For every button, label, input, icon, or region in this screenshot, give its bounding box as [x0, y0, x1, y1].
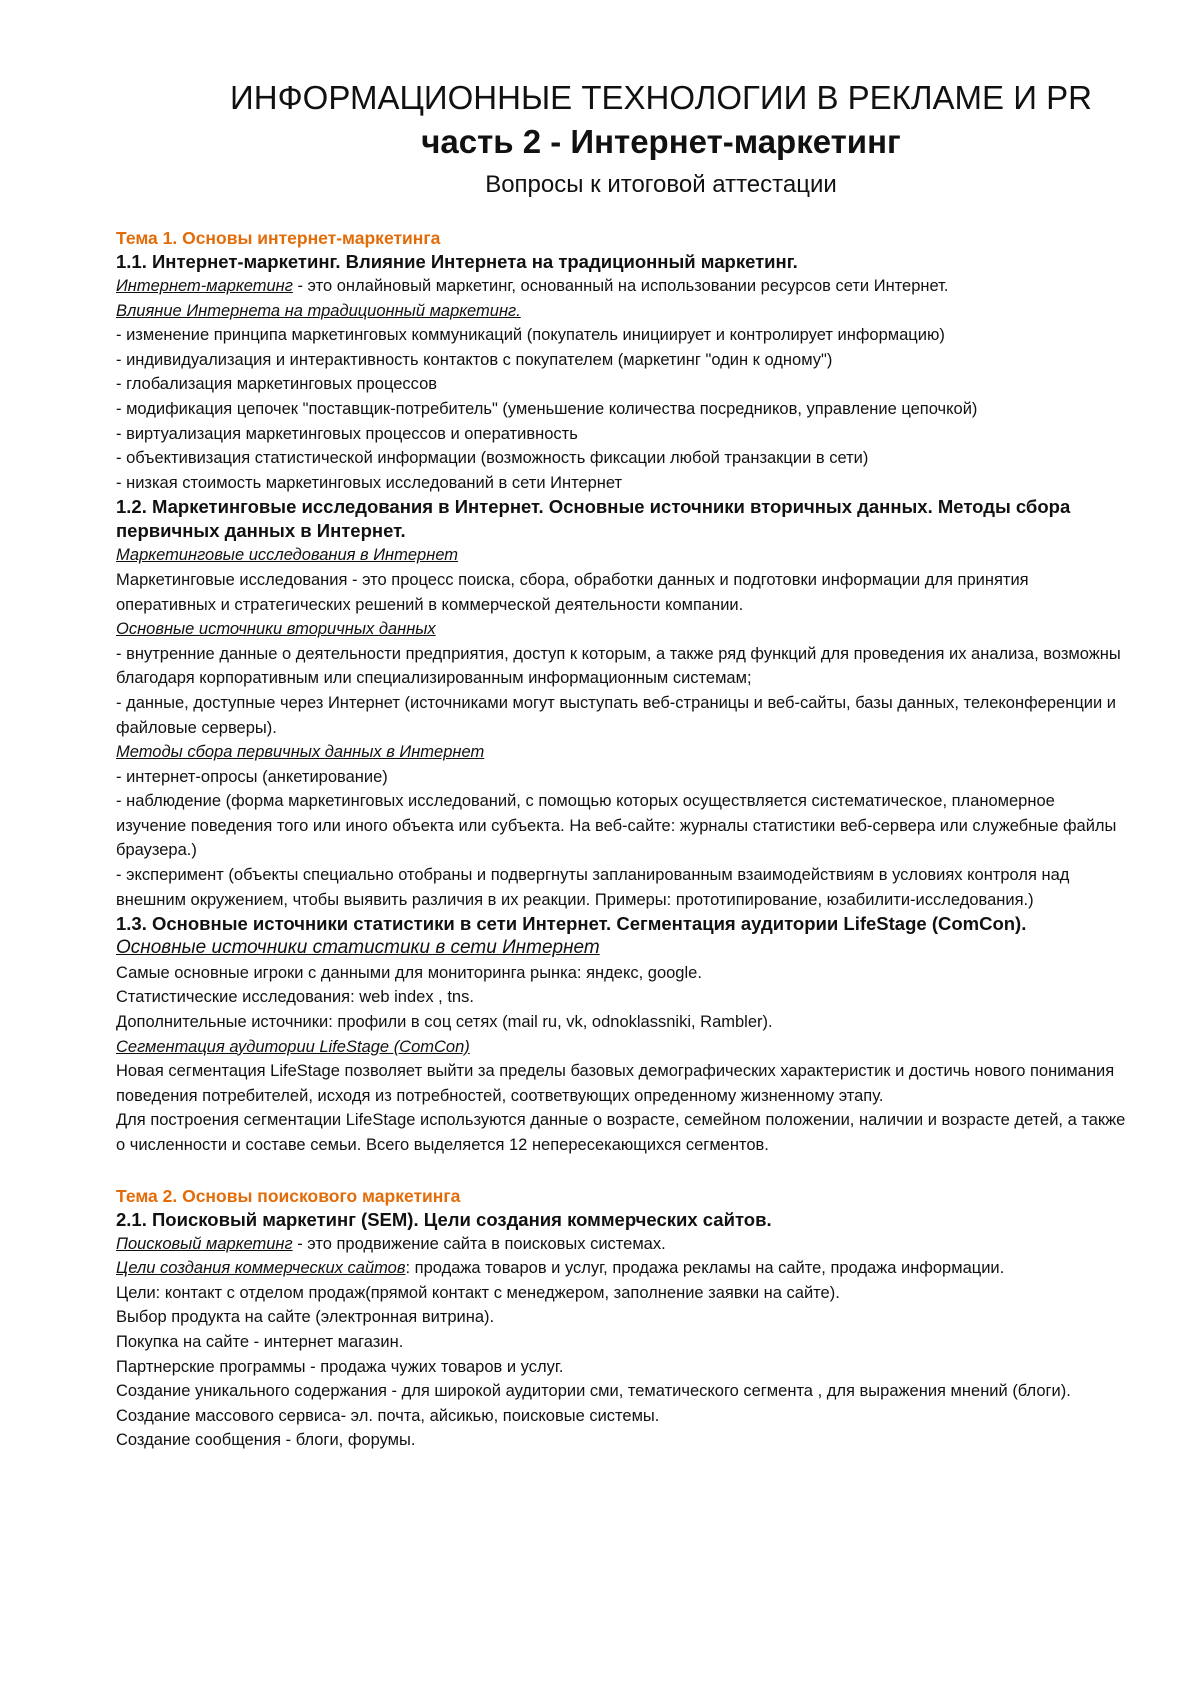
primary-method-item: - наблюдение (форма маркетинговых исследований, с помощью которых осуществляется систематическое, планомерное изучение поведения того или иного объекта или субъекта. На веб-сайте: журналы статистики веб-сервера или служебные файлы браузера.)	[116, 792, 1117, 860]
topic-1-heading: Тема 1. Основы интернет-маркетинга	[116, 228, 441, 248]
list-item: - объективизация статистической информации (возможность фиксации любой транзакции в сети)	[116, 449, 869, 468]
statistics-sources-subheading: Основные источники статистики в сети Интернет	[116, 937, 600, 959]
secondary-source-item: - внутренние данные о деятельности предприятия, доступ к которым, а также ряд функций для проведения их анализа, возможны благодаря корпоративным или специализированным информационным системам;	[116, 644, 1121, 688]
document-page	[116, 78, 1126, 1453]
definition-text: - это онлайновый маркетинг, основанный на использовании ресурсов сети Интернет.	[292, 277, 949, 295]
research-paragraph: Маркетинговые исследования - это процесс поиска, сбора, обработки данных и подготовки информации для принятия оперативных и стратегических решений в коммерческой деятельности компании.	[116, 570, 1029, 614]
document-subtitle: часть 2 - Интернет-маркетинг	[421, 123, 901, 160]
list-item: - изменение принципа маркетинговых коммуникаций (покупатель инициирует и контролирует информацию)	[116, 326, 945, 345]
goal-line: Создание сообщения - блоги, форумы.	[116, 1431, 416, 1450]
goal-line: Выбор продукта на сайте (электронная витрина).	[116, 1308, 495, 1327]
goals-text: : продажа товаров и услуг, продажа рекламы на сайте, продажа информации.	[405, 1259, 1005, 1278]
lifestage-paragraph: Для построения сегментации LifeStage используются данные о возрасте, семейном положении, наличии и возрасте детей, а также о численности и составе семьи. Всего выделяется 12 непересекающихся сегментов.	[116, 1111, 1126, 1154]
goal-line: Покупка на сайте - интернет магазин.	[116, 1332, 404, 1351]
secondary-source-item: - данные, доступные через Интернет (источниками могут выступать веб-страницы и веб-сайты, базы данных, телеконференции и файловые серверы).	[116, 693, 1116, 737]
question-1-3-heading: 1.3. Основные источники статистики в сети Интернет. Сегментация аудитории LifeStage (ComCon).	[116, 913, 1027, 935]
list-item: - индивидуализация и интерактивность контактов с покупателем (маркетинг "один к одному")	[116, 350, 833, 369]
list-item: - виртуализация маркетинговых процессов и оперативность	[116, 424, 578, 443]
primary-method-item: - интернет-опросы (анкетирование)	[116, 767, 388, 786]
statistics-paragraph: Дополнительные источники: профили в соц сетях (mail ru, vk, odnoklassniki, Rambler).	[116, 1013, 773, 1032]
list-item: - низкая стоимость маркетинговых исследований в сети Интернет	[116, 473, 623, 492]
statistics-paragraph: Самые основные игроки с данными для мониторинга рынка: яндекс, google.	[116, 963, 702, 982]
list-item: - модификация цепочек "поставщик-потребитель" (уменьшение количества посредников, управление цепочкой)	[116, 399, 978, 418]
goal-line: Создание массового сервиса- эл. почта, айсикью, поисковые системы.	[116, 1406, 660, 1425]
research-subheading: Маркетинговые исследования в Интернет	[116, 546, 459, 565]
search-marketing-definition	[116, 1232, 1126, 1257]
document-title: ИНФОРМАЦИОННЫЕ ТЕХНОЛОГИИ В РЕКЛАМЕ И PR	[230, 79, 1092, 116]
definition-term: Интернет-маркетинг	[116, 277, 293, 295]
lifestage-subheading: Сегментация аудитории LifeStage (ComCon)	[116, 1037, 470, 1056]
goal-line: Создание уникального содержания - для широкой аудитории сми, тематического сегмента , для выражения мнений (блоги).	[116, 1382, 1071, 1401]
question-2-1-heading: 2.1. Поисковый маркетинг (SEM). Цели создания коммерческих сайтов.	[116, 1208, 772, 1230]
definition-text: - это продвижение сайта в поисковых системах.	[292, 1234, 666, 1253]
lifestage-paragraph: Новая сегментация LifeStage позволяет выйти за пределы базовых демографических характеристик и достичь нового понимания поведения потребителей, исходя из потребностей, соответвующих опреденному жизненному этапу.	[116, 1062, 1115, 1105]
goals-paragraph	[116, 1256, 1126, 1281]
goals-term: Цели создания коммерческих сайтов	[116, 1259, 406, 1278]
secondary-sources-subheading: Основные источники вторичных данных	[116, 620, 436, 639]
internet-marketing-definition	[116, 274, 1126, 299]
statistics-paragraph: Статистические исследования: web index , tns.	[116, 988, 474, 1007]
goal-line: Цели: контакт с отделом продаж(прямой контакт с менеджером, заполнение заявки на сайте).	[116, 1283, 840, 1302]
influence-subheading: Влияние Интернета на традиционный маркетинг.	[116, 301, 521, 320]
definition-term: Поисковый маркетинг	[116, 1234, 293, 1253]
question-1-1-heading: 1.1. Интернет-маркетинг. Влияние Интернета на традиционный маркетинг.	[116, 251, 798, 272]
topic-2-heading: Тема 2. Основы поискового маркетинга	[116, 1185, 461, 1206]
list-item: - глобализация маркетинговых процессов	[116, 375, 438, 394]
document-subsubtitle: Вопросы к итоговой аттестации	[485, 171, 837, 198]
question-1-2-heading: 1.2. Маркетинговые исследования в Интернет. Основные источники вторичных данных. Методы сбора первичных данных в Интернет.	[116, 496, 1071, 542]
goal-line: Партнерские программы - продажа чужих товаров и услуг.	[116, 1357, 564, 1376]
primary-method-item: - эксперимент (объекты специально отобраны и подвергнуты запланированным взаимодействиям в условиях контроля над внешним окружением, чтобы выявить различия в их реакции. Примеры: прототипирование, юзабилити-исследования.)	[116, 866, 1070, 909]
primary-methods-subheading: Методы сбора первичных данных в Интернет	[116, 743, 485, 762]
